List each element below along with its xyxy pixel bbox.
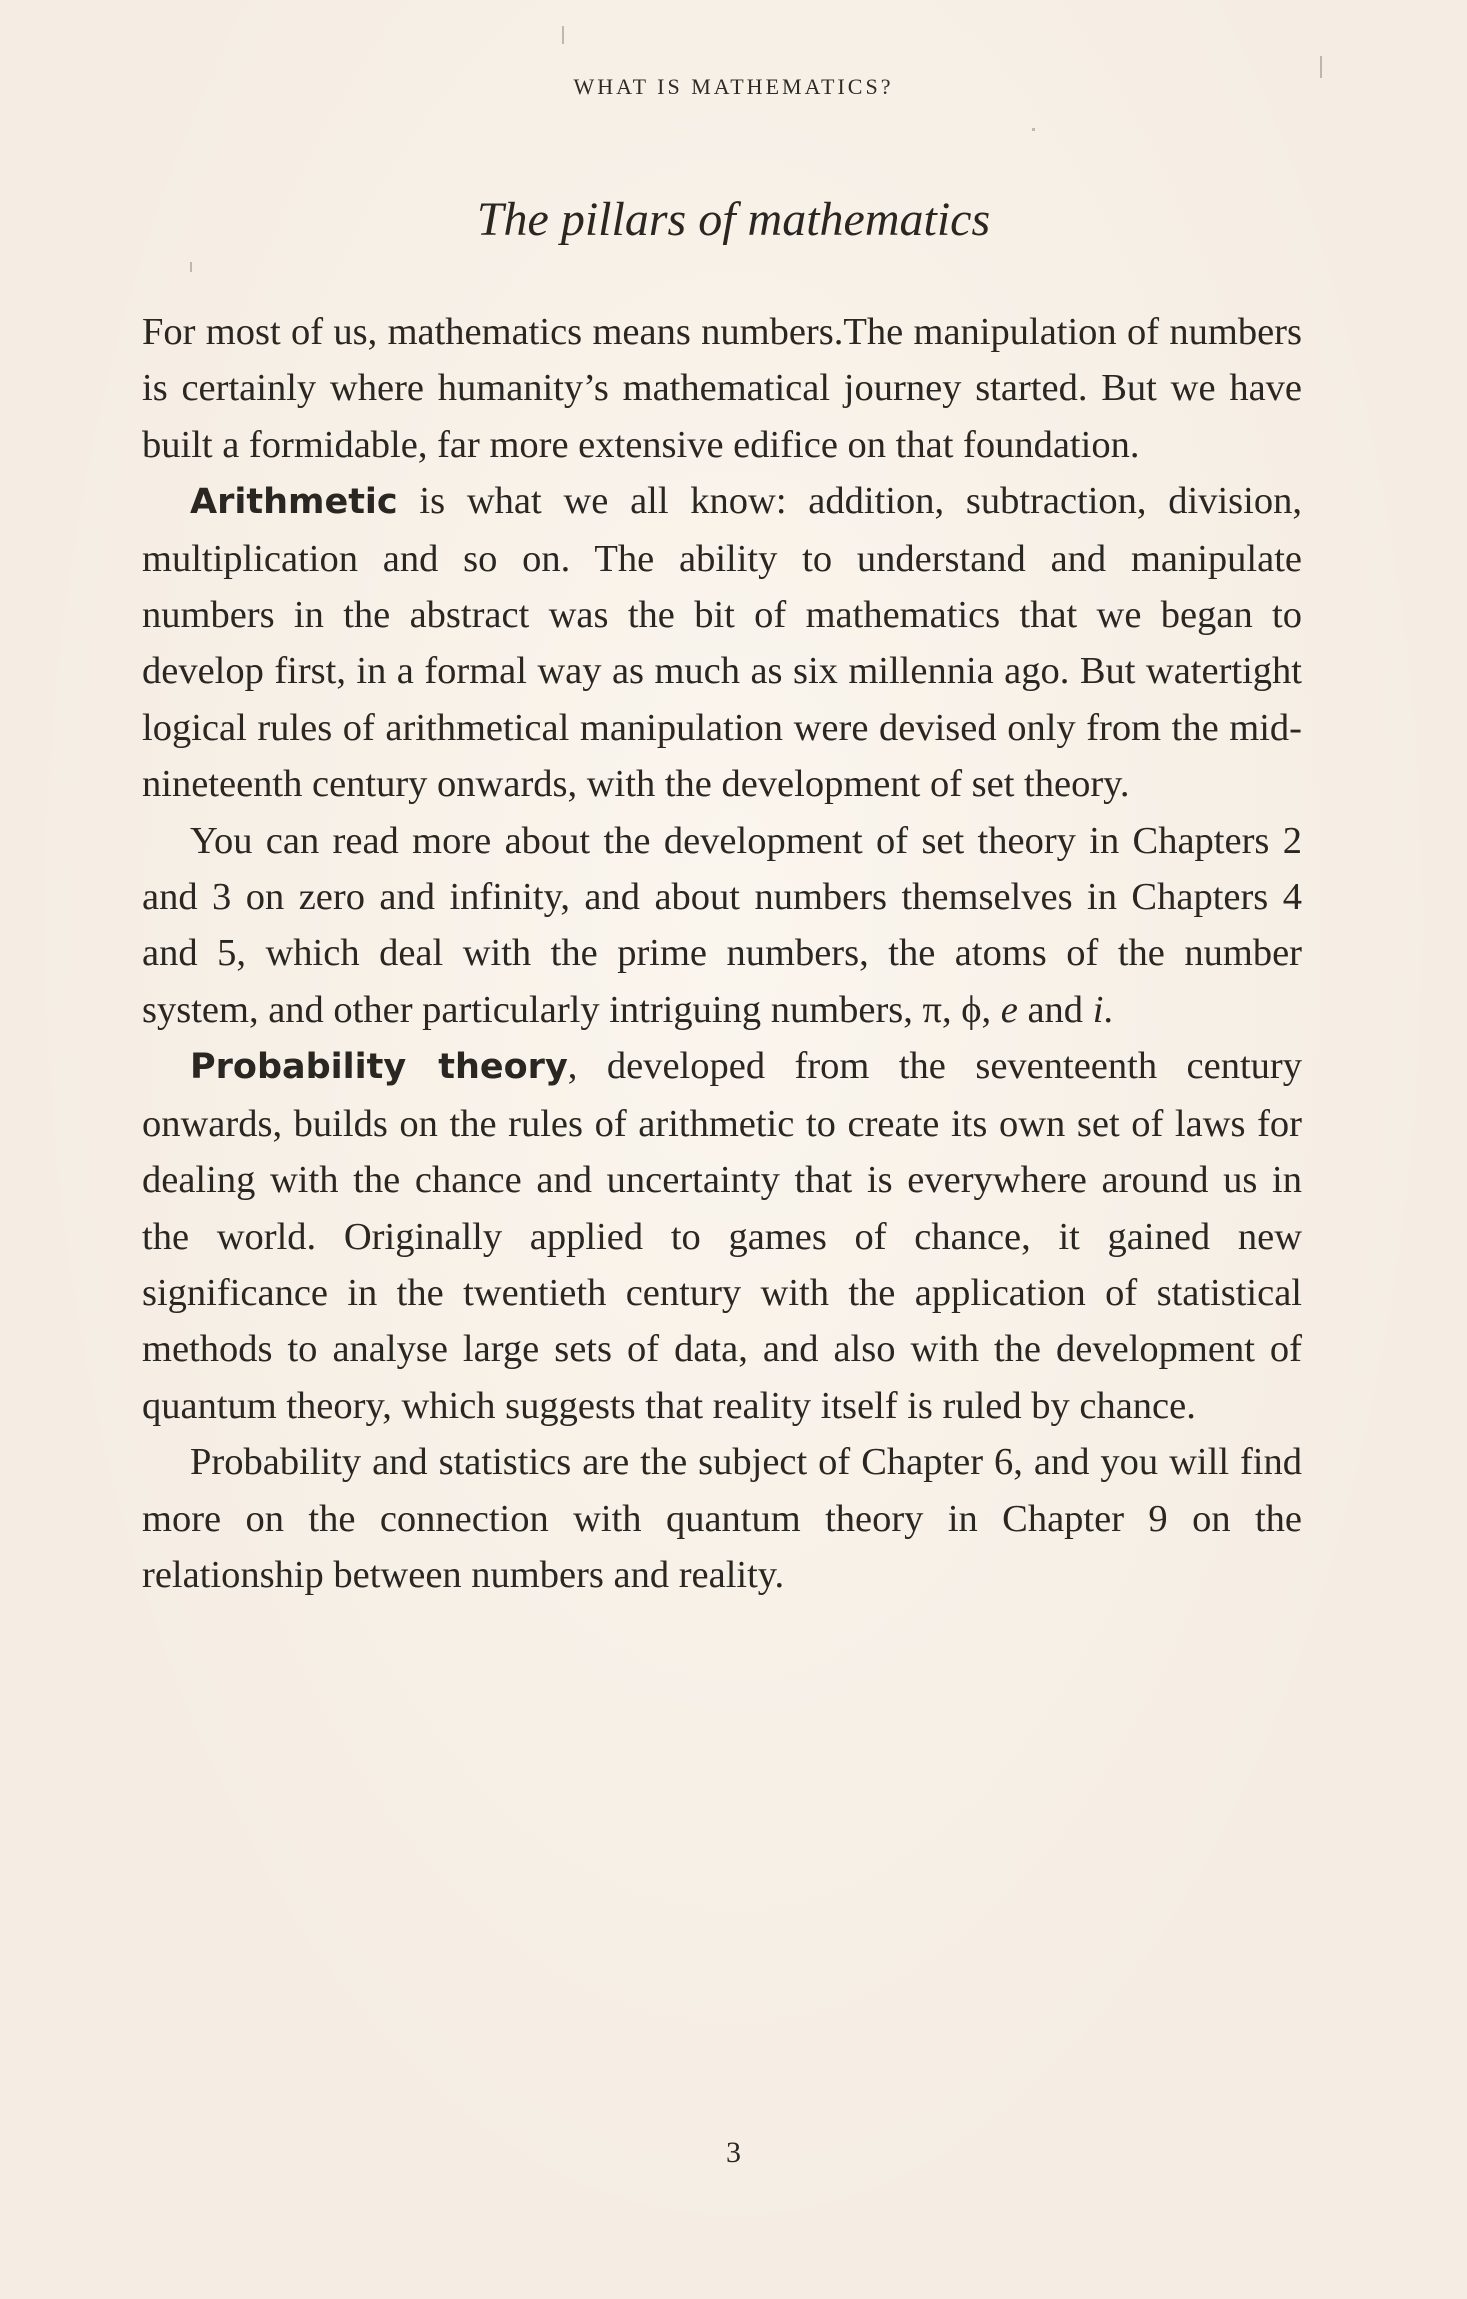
page-number: 3 [726, 2136, 741, 2169]
symbol-phi: ϕ [961, 988, 982, 1031]
separator: , [981, 988, 1001, 1031]
paper-speck [190, 262, 192, 272]
period: . [1103, 988, 1114, 1031]
body-text [142, 304, 1302, 1603]
paragraph-statistics: Probability and statistics are the subject of Chapter 6, and you will find more on the connection with quantum theory in Chapter 9 on the relationship between numbers and reality. [142, 1441, 1302, 1596]
term-arithmetic: Arithmetic [190, 482, 398, 523]
term-probability-theory: Probability theory [190, 1047, 568, 1088]
separator: , [941, 988, 962, 1031]
running-head: WHAT IS MATHEMATICS? [573, 74, 894, 99]
paper-speck [1032, 128, 1035, 131]
paragraph-arithmetic-text: is what we all know: addition, subtraction, division, multiplication and so on. The ability to understand and manipulate numbers in the abstract was the bit of mathematics that we began to develop first, in a formal way as much as six millennia ago. But watertight logical rules of arithmetical manipulation were devised only from the mid-nineteenth century onwards, with the development of set theory. [142, 480, 1302, 806]
symbol-pi: π [922, 988, 942, 1031]
paragraph-set-theory-text: You can read more about the development of set theory in Chapters 2 and 3 on zero and infinity, and about numbers themselves in Chapters 4 and 5, which deal with the prime numbers, the atoms of the number system, and other particularly intriguing numbers, [142, 819, 1302, 1031]
paragraph-set-theory [142, 813, 1302, 1039]
paragraph-numbers: For most of us, mathematics means numbers.The manipulation of numbers is certainly where humanity’s mathematical journey started. But we have built a formidable, far more extensive edifice on that foundation. [142, 311, 1302, 466]
paragraph-probability-text: , developed from the seventeenth century onwards, builds on the rules of arithmetic to create its own set of laws for dealing with the chance and uncertainty that is everywhere around us in the world. Originally applied to games of chance, it gained new significance in the twentieth century with the application of statistical methods to analyse large sets of data, and also with the development of quantum theory, which suggests that reality itself is ruled by chance. [142, 1045, 1302, 1427]
symbol-i: i [1092, 988, 1104, 1031]
symbol-e: e [1000, 988, 1018, 1031]
paper-speck [562, 26, 564, 44]
conjunction: and [1017, 988, 1093, 1031]
paragraph-arithmetic [142, 473, 1302, 812]
paragraph-probability [142, 1038, 1302, 1434]
section-title: The pillars of mathematics [476, 193, 991, 246]
